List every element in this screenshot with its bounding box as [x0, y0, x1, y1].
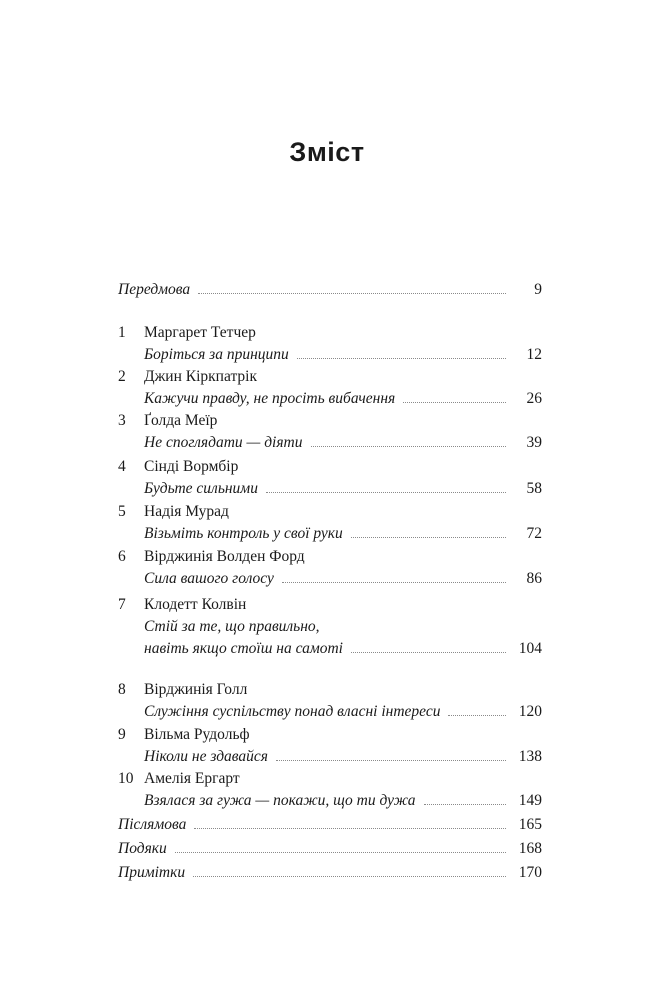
chapter-subtitle[interactable]	[118, 568, 542, 590]
chapter-author: Вільма Рудольф	[144, 726, 250, 743]
page-number: 12	[526, 346, 542, 363]
dot-leader	[351, 536, 506, 538]
chapter-number: 6	[118, 548, 126, 565]
chapter-subtitle[interactable]	[118, 432, 542, 454]
toc-entry-front[interactable]	[118, 279, 542, 301]
chapter-heading[interactable]	[118, 724, 542, 746]
page-number: 58	[526, 480, 542, 497]
chapter-subtitle[interactable]	[118, 478, 542, 500]
entry-label: Не споглядати — діяти	[144, 434, 303, 451]
page-number: 170	[518, 864, 542, 881]
chapter-heading[interactable]	[118, 679, 542, 701]
chapter-subtitle[interactable]	[118, 746, 542, 768]
entry-label: Взялася за гужа — покажи, що ти дужа	[144, 792, 416, 809]
chapter-number: 2	[118, 368, 126, 385]
chapter-author: Маргарет Тетчер	[144, 324, 256, 341]
chapter-author: Джин Кіркпатрік	[144, 368, 257, 385]
chapter-author: Сінді Вормбір	[144, 458, 239, 475]
entry-label: Стій за те, що правильно,	[144, 618, 320, 635]
chapter-number: 10	[118, 770, 134, 787]
chapter-number: 4	[118, 458, 126, 475]
chapter-author: Вірджинія Голл	[144, 681, 248, 698]
chapter-number: 7	[118, 596, 126, 613]
dot-leader	[193, 875, 506, 877]
toc-entry-row	[118, 862, 542, 884]
chapter-heading[interactable]	[118, 322, 542, 344]
dot-leader	[424, 803, 506, 805]
toc-entry-row	[118, 279, 542, 301]
page-number: 120	[518, 703, 542, 720]
toc-entry-row	[118, 838, 542, 860]
chapter-subtitle[interactable]	[118, 616, 542, 638]
dot-leader	[198, 292, 506, 294]
dot-leader	[194, 827, 506, 829]
chapter-number: 3	[118, 412, 126, 429]
entry-label: Передмова	[118, 281, 191, 298]
dot-leader	[403, 401, 506, 403]
dot-leader	[448, 714, 506, 716]
toc-entry-row	[118, 814, 542, 836]
chapter-heading[interactable]	[118, 501, 542, 523]
page-number: 86	[526, 570, 542, 587]
entry-label: Подяки	[118, 840, 167, 857]
page-number: 138	[518, 748, 542, 765]
dot-leader	[276, 759, 506, 761]
chapter-author: Вірджинія Волден Форд	[144, 548, 305, 565]
toc-entry-row	[144, 568, 542, 590]
chapter-subtitle[interactable]	[118, 344, 542, 366]
chapter-heading[interactable]	[118, 546, 542, 568]
entry-label: Ніколи не здавайся	[144, 748, 268, 765]
page-number: 9	[534, 281, 542, 298]
page-number: 168	[518, 840, 542, 857]
chapter-author: Амелія Ергарт	[144, 770, 240, 787]
chapter-heading[interactable]	[118, 410, 542, 432]
toc-entry-row	[144, 790, 542, 812]
entry-label: Сила вашого голосу	[144, 570, 274, 587]
chapter-subtitle[interactable]	[118, 701, 542, 723]
toc-entry-back[interactable]	[118, 862, 542, 884]
chapter-heading[interactable]	[118, 456, 542, 478]
chapter-author: Клодетт Колвін	[144, 596, 247, 613]
toc-entry-row	[144, 523, 542, 545]
dot-leader	[297, 357, 506, 359]
entry-label: Післямова	[118, 816, 187, 833]
chapter-author: Надія Мурад	[144, 503, 229, 520]
toc-entry-row	[144, 616, 542, 638]
entry-label: Примітки	[118, 864, 186, 881]
page-number: 72	[526, 525, 542, 542]
dot-leader	[328, 630, 534, 631]
dot-leader	[282, 581, 506, 583]
dot-leader	[311, 445, 507, 447]
chapter-author: Ґолда Меїр	[144, 412, 218, 429]
page-title: Зміст	[289, 137, 365, 167]
toc-entry-back[interactable]	[118, 814, 542, 836]
entry-label: Візьміть контроль у свої руки	[144, 525, 343, 542]
chapter-number: 9	[118, 726, 126, 743]
page-number: 39	[526, 434, 542, 451]
page-number: 165	[518, 816, 542, 833]
chapter-subtitle[interactable]	[118, 790, 542, 812]
chapter-subtitle[interactable]	[118, 388, 542, 410]
toc-entry-row	[144, 388, 542, 410]
chapter-heading[interactable]	[118, 366, 542, 388]
page-number: 26	[526, 390, 542, 407]
toc-entry-row	[144, 638, 542, 660]
chapter-number: 5	[118, 503, 126, 520]
chapter-heading[interactable]	[118, 768, 542, 790]
chapter-subtitle[interactable]	[118, 638, 542, 660]
dot-leader	[351, 651, 506, 653]
entry-label: Кажучи правду, не просіть вибачення	[144, 390, 396, 407]
toc-entry-row	[144, 344, 542, 366]
dot-leader	[266, 491, 506, 493]
entry-label: Служіння суспільству понад власні інтереси	[144, 703, 441, 720]
toc-entry-row	[144, 746, 542, 768]
chapter-subtitle[interactable]	[118, 523, 542, 545]
dot-leader	[175, 851, 506, 853]
toc-entry-row	[144, 478, 542, 500]
toc-entry-row	[144, 701, 542, 723]
chapter-number: 1	[118, 324, 126, 341]
entry-label: Боріться за принципи	[144, 346, 289, 363]
toc-entry-back[interactable]	[118, 838, 542, 860]
page-number: 149	[518, 792, 542, 809]
page-number: 104	[518, 640, 542, 657]
chapter-heading[interactable]	[118, 594, 542, 616]
chapter-number: 8	[118, 681, 126, 698]
entry-label: навіть якщо стоїш на самоті	[144, 640, 343, 657]
toc-entry-row	[144, 432, 542, 454]
entry-label: Будьте сильними	[144, 480, 258, 497]
